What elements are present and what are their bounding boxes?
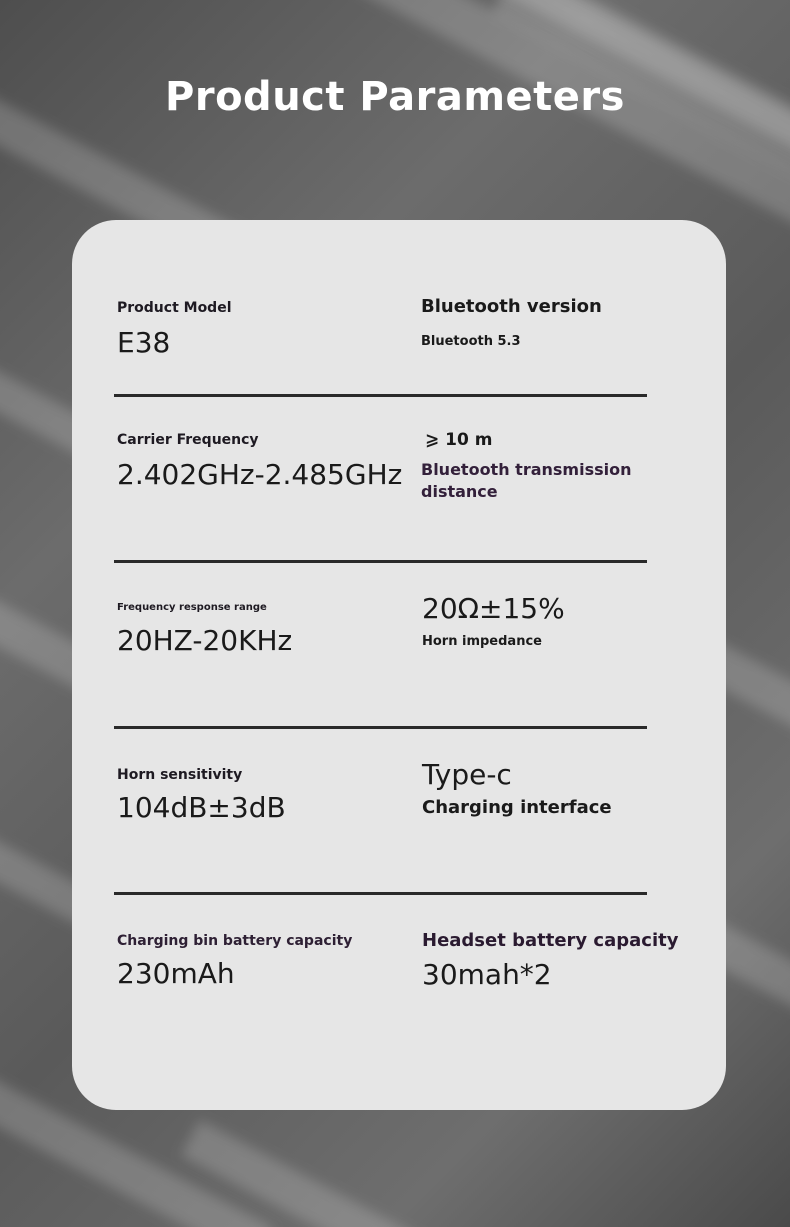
product-model-label: Product Model bbox=[117, 300, 232, 316]
transmission-distance-value: ⩾ 10 m bbox=[425, 430, 493, 450]
frequency-response-value: 20HZ-20KHz bbox=[117, 624, 293, 657]
parameters-card bbox=[72, 220, 726, 1110]
charging-interface-label: Charging interface bbox=[422, 797, 612, 818]
bluetooth-version-label: Bluetooth version bbox=[421, 296, 602, 317]
charging-interface-value: Type-c bbox=[422, 758, 512, 791]
bluetooth-version-value: Bluetooth 5.3 bbox=[421, 334, 521, 349]
carrier-frequency-value: 2.402GHz-2.485GHz bbox=[117, 458, 403, 491]
horn-sensitivity-value: 104dB±3dB bbox=[117, 791, 286, 824]
row-divider bbox=[114, 394, 647, 397]
transmission-distance-label: Bluetooth transmission distance bbox=[421, 460, 632, 501]
charging-bin-capacity-label: Charging bin battery capacity bbox=[117, 933, 353, 949]
horn-impedance-value: 20Ω±15% bbox=[422, 592, 565, 625]
page-title: Product Parameters bbox=[165, 74, 625, 120]
horn-sensitivity-label: Horn sensitivity bbox=[117, 767, 243, 783]
product-model-value: E38 bbox=[117, 326, 171, 359]
headset-battery-capacity-value: 30mah*2 bbox=[422, 958, 552, 991]
carrier-frequency-label: Carrier Frequency bbox=[117, 432, 259, 448]
row-divider bbox=[114, 560, 647, 563]
row-divider bbox=[114, 892, 647, 895]
frequency-response-label: Frequency response range bbox=[117, 602, 267, 613]
charging-bin-capacity-value: 230mAh bbox=[117, 957, 235, 990]
row-divider bbox=[114, 726, 647, 729]
horn-impedance-label: Horn impedance bbox=[422, 634, 542, 649]
headset-battery-capacity-label: Headset battery capacity bbox=[422, 930, 679, 951]
